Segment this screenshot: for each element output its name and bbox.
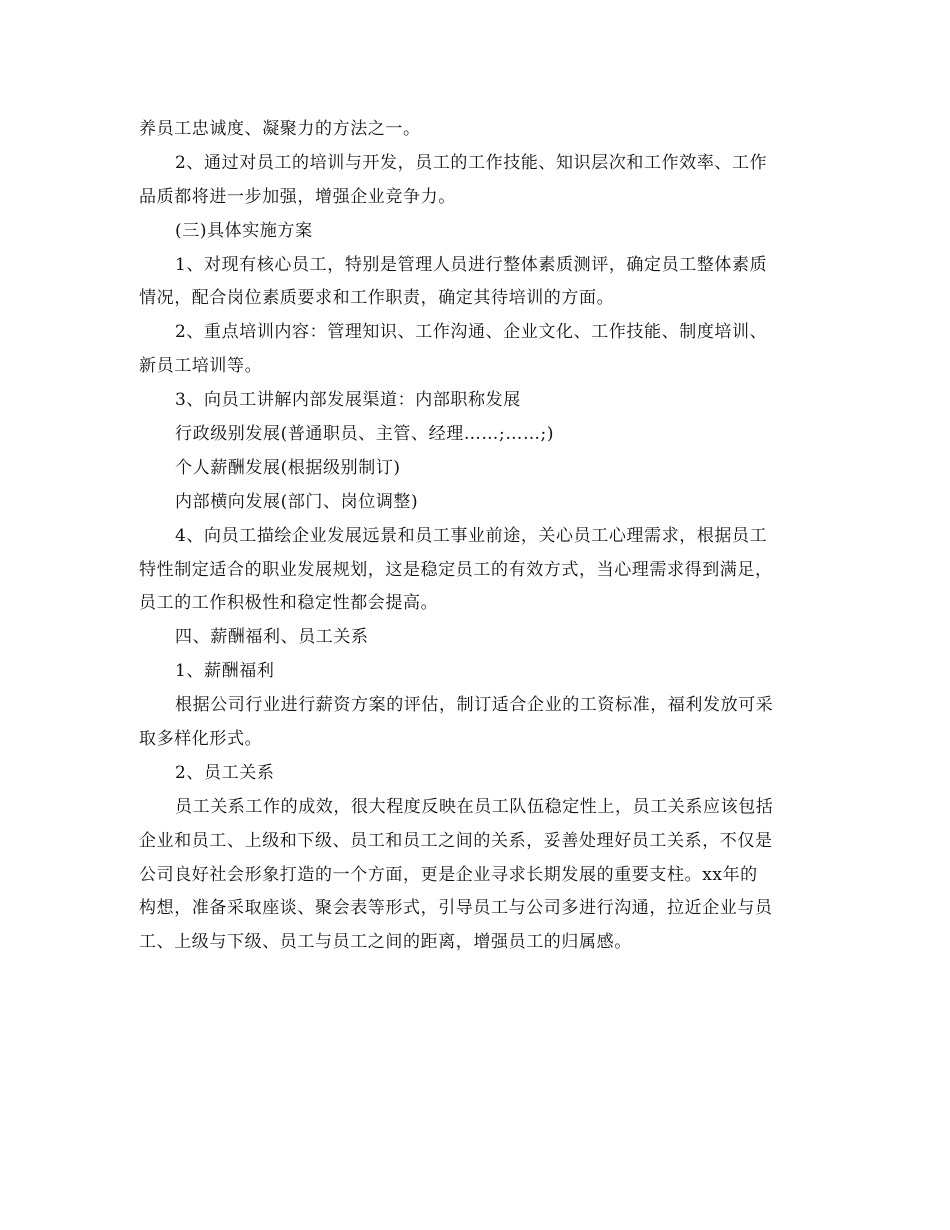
text-line: 养员工忠诚度、凝聚力的方法之一。	[139, 119, 421, 139]
text-line: 品质都将进一步加强，增强企业竞争力。	[139, 186, 456, 207]
text-line: 公司良好社会形象打造的一个方面，更是企业寻求长期发展的重要支柱。xx年的	[139, 864, 758, 885]
text-line: 特性制定适合的职业发展规划，这是稳定员工的有效方式，当心理需求得到满足，	[139, 559, 773, 580]
text-line: 1、薪酬福利	[175, 661, 275, 682]
text-line: 工、上级与下级、员工与员工之间的距离，增强员工的归属感。	[139, 932, 632, 953]
text-line: 员工关系工作的成效，很大程度反映在员工队伍稳定性上，员工关系应该包括	[175, 796, 774, 817]
document-body	[139, 113, 819, 960]
text-line: 行政级别发展(普通职员、主管、经理……;……;)	[175, 424, 555, 445]
text-line: 构想，准备采取座谈、聚会表等形式，引导员工与公司多进行沟通，拉近企业与员	[139, 898, 773, 919]
text-line: 3、向员工讲解内部发展渠道：内部职称发展	[175, 390, 521, 411]
text-line: 四、薪酬福利、员工关系	[175, 627, 369, 648]
text-line: 根据公司行业进行薪资方案的评估，制订适合企业的工资标准，福利发放可采	[175, 695, 774, 716]
text-line: 2、重点培训内容：管理知识、工作沟通、企业文化、工作技能、制度培训、	[175, 322, 768, 343]
text-line: 2、通过对员工的培训与开发，员工的工作技能、知识层次和工作效率、工作	[175, 152, 768, 173]
text-line: 取多样化形式。	[139, 729, 263, 750]
text-line: 企业和员工、上级和下级、员工和员工之间的关系，妥善处理好员工关系，不仅是	[139, 830, 773, 851]
text-line: 情况，配合岗位素质要求和工作职责，确定其待培训的方面。	[139, 288, 615, 309]
text-line: 员工的工作积极性和稳定性都会提高。	[139, 593, 439, 614]
text-line: 4、向员工描绘企业发展远景和员工事业前途，关心员工心理需求，根据员工	[175, 525, 768, 546]
text-line: 个人薪酬发展(根据级别制订)	[175, 457, 401, 478]
text-line: 内部横向发展(部门、岗位调整)	[175, 491, 419, 512]
text-line: 1、对现有核心员工，特别是管理人员进行整体素质测评，确定员工整体素质	[175, 254, 768, 275]
text-line: 2、员工关系	[175, 762, 275, 783]
text-line: (三)具体实施方案	[175, 220, 313, 241]
text-line: 新员工培训等。	[139, 356, 263, 377]
